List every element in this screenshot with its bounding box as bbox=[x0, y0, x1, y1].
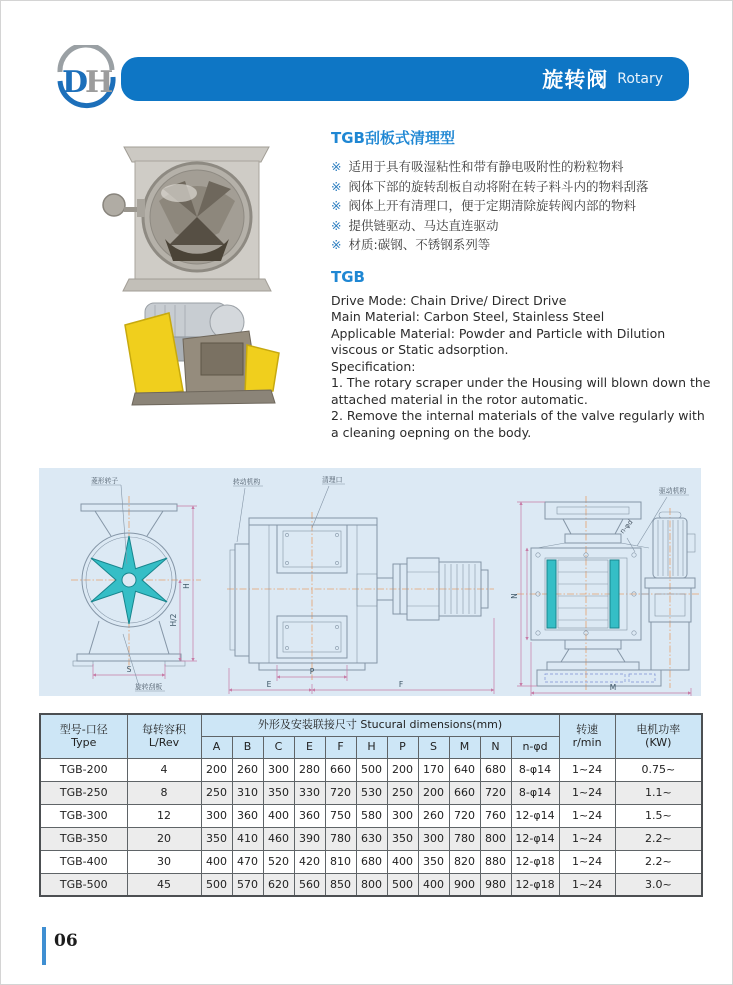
cell-value: 260 bbox=[232, 758, 263, 781]
col-header-dim: A bbox=[201, 736, 232, 758]
cell-value: 400 bbox=[263, 804, 294, 827]
dim-label-h: H bbox=[182, 583, 191, 589]
dim-label-f: F bbox=[398, 680, 404, 689]
col-header-volume-en: L/Rev bbox=[148, 736, 180, 750]
dim-label-p: P bbox=[309, 667, 315, 676]
cell-value: 500 bbox=[387, 873, 418, 896]
cell-model: TGB-200 bbox=[40, 758, 127, 781]
cell-value: 880 bbox=[480, 850, 511, 873]
cell-value: 660 bbox=[325, 758, 356, 781]
page-number: 06 bbox=[54, 931, 78, 951]
cell-value: 680 bbox=[356, 850, 387, 873]
cell-value: 980 bbox=[480, 873, 511, 896]
bullet-mark: ※ bbox=[331, 159, 342, 174]
header-banner bbox=[121, 57, 689, 101]
cell-value: 12 bbox=[127, 804, 201, 827]
cell-value: 350 bbox=[387, 827, 418, 850]
cell-value: 170 bbox=[418, 758, 449, 781]
cell-value: 400 bbox=[201, 850, 232, 873]
table-row bbox=[40, 781, 702, 804]
list-item bbox=[331, 235, 715, 255]
cell-value: 2.2~ bbox=[615, 850, 702, 873]
col-header-power-cn: 电机功率 bbox=[636, 722, 681, 736]
cell-value: 8 bbox=[127, 781, 201, 804]
cell-value: 1~24 bbox=[559, 873, 615, 896]
cell-value: 410 bbox=[232, 827, 263, 850]
col-header-power bbox=[615, 714, 702, 758]
cell-value: 350 bbox=[201, 827, 232, 850]
cell-value: 660 bbox=[449, 781, 480, 804]
cell-model: TGB-500 bbox=[40, 873, 127, 896]
cell-value: 12-φ14 bbox=[511, 827, 559, 850]
table-row bbox=[40, 758, 702, 781]
cell-value: 810 bbox=[325, 850, 356, 873]
cell-value: 360 bbox=[294, 804, 325, 827]
cell-value: 1~24 bbox=[559, 850, 615, 873]
cell-value: 350 bbox=[418, 850, 449, 873]
spec-line: Specification: bbox=[331, 358, 416, 374]
callout-scraper: 旋转刮板 bbox=[135, 683, 163, 691]
cell-model: TGB-250 bbox=[40, 781, 127, 804]
cell-value: 560 bbox=[294, 873, 325, 896]
cell-value: 630 bbox=[356, 827, 387, 850]
cell-value: 780 bbox=[449, 827, 480, 850]
cell-model: TGB-300 bbox=[40, 804, 127, 827]
cell-value: 720 bbox=[325, 781, 356, 804]
cell-value: 1.5~ bbox=[615, 804, 702, 827]
feature-text: 材质:碳钢、不锈钢系列等 bbox=[348, 237, 491, 252]
cell-value: 400 bbox=[387, 850, 418, 873]
col-header-speed-en: r/min bbox=[572, 736, 602, 750]
cell-value: 45 bbox=[127, 873, 201, 896]
side-view-drawing bbox=[227, 475, 494, 694]
cell-value: 310 bbox=[232, 781, 263, 804]
feature-text: 阀体上开有清理口，便于定期清除旋转阀内部的物料 bbox=[348, 198, 636, 213]
cell-value: 20 bbox=[127, 827, 201, 850]
cell-value: 680 bbox=[480, 758, 511, 781]
cell-value: 8-φ14 bbox=[511, 781, 559, 804]
table-row bbox=[40, 873, 702, 896]
cell-value: 800 bbox=[356, 873, 387, 896]
cell-value: 300 bbox=[418, 827, 449, 850]
logo-letter-h: H bbox=[85, 65, 114, 100]
callout-drive-unit: 驱动机构 bbox=[659, 487, 687, 495]
cell-value: 360 bbox=[232, 804, 263, 827]
callout-cleaning-port: 清理口 bbox=[322, 476, 343, 484]
cell-model: TGB-350 bbox=[40, 827, 127, 850]
callout-drive-mechanism: 转动机构 bbox=[233, 478, 261, 486]
bullet-mark: ※ bbox=[331, 237, 342, 252]
cell-value: 280 bbox=[294, 758, 325, 781]
col-header-dim: M bbox=[449, 736, 480, 758]
bullet-mark: ※ bbox=[331, 178, 342, 194]
cell-value: 500 bbox=[356, 758, 387, 781]
col-header-speed bbox=[559, 714, 615, 758]
bullet-mark: ※ bbox=[331, 217, 342, 233]
cell-value: 4 bbox=[127, 758, 201, 781]
spec-line: 1. The rotary scraper under the Housing will blown down the attached material in the rotor automatic. bbox=[331, 375, 711, 407]
col-header-type-en: Type bbox=[71, 736, 97, 750]
technical-drawing-panel bbox=[39, 468, 701, 696]
col-header-dim: B bbox=[232, 736, 263, 758]
cell-value: 530 bbox=[356, 781, 387, 804]
col-header-type-cn: 型号-口径 bbox=[59, 722, 108, 736]
dim-label-s: S bbox=[126, 665, 132, 674]
col-header-dim: F bbox=[325, 736, 356, 758]
col-header-dim: E bbox=[294, 736, 325, 758]
col-header-type bbox=[40, 714, 127, 758]
cell-value: 900 bbox=[449, 873, 480, 896]
dim-label-bolt-circle: n-φd bbox=[618, 518, 635, 536]
dh-logo-graphic bbox=[51, 45, 121, 109]
spec-line: 2. Remove the internal materials of the valve regularly with a cleaning oepning on the body. bbox=[331, 408, 705, 440]
table-header bbox=[40, 714, 702, 758]
table-row bbox=[40, 850, 702, 873]
col-header-volume-cn: 每转容积 bbox=[142, 722, 186, 736]
list-item bbox=[331, 157, 715, 177]
col-header-dim: C bbox=[263, 736, 294, 758]
end-view-drawing bbox=[510, 486, 699, 696]
product-photo-open-valve bbox=[99, 141, 295, 293]
list-item bbox=[331, 177, 715, 197]
col-header-dim: P bbox=[387, 736, 418, 758]
list-item bbox=[331, 216, 715, 236]
callout-rotor: 菱形转子 bbox=[91, 477, 119, 485]
cell-value: 720 bbox=[480, 781, 511, 804]
cell-value: 1~24 bbox=[559, 781, 615, 804]
cell-value: 750 bbox=[325, 804, 356, 827]
cell-value: 300 bbox=[263, 758, 294, 781]
front-view-drawing bbox=[71, 476, 201, 691]
col-header-volume bbox=[127, 714, 201, 758]
cell-value: 3.0~ bbox=[615, 873, 702, 896]
col-header-power-en: (KW) bbox=[645, 736, 672, 750]
cell-value: 250 bbox=[201, 781, 232, 804]
cell-value: 570 bbox=[232, 873, 263, 896]
spec-line: Drive Mode: Chain Drive/ Direct Drive bbox=[331, 292, 567, 308]
cell-value: 0.75~ bbox=[615, 758, 702, 781]
cell-value: 1~24 bbox=[559, 758, 615, 781]
feature-text: 阀体下部的旋转刮板自动将附在转子料斗内的物料刮落 bbox=[348, 178, 649, 194]
dim-label-h2: H/2 bbox=[169, 613, 178, 627]
spec-column bbox=[331, 127, 715, 441]
col-header-dim: N bbox=[480, 736, 511, 758]
bullet-mark: ※ bbox=[331, 198, 342, 213]
col-header-speed-cn: 转速 bbox=[576, 722, 599, 736]
col-header-dim: S bbox=[418, 736, 449, 758]
cell-value: 390 bbox=[294, 827, 325, 850]
cell-value: 850 bbox=[325, 873, 356, 896]
cell-value: 500 bbox=[201, 873, 232, 896]
cell-value: 520 bbox=[263, 850, 294, 873]
cell-value: 350 bbox=[263, 781, 294, 804]
cell-value: 200 bbox=[418, 781, 449, 804]
cell-value: 620 bbox=[263, 873, 294, 896]
col-header-dim: n-φd bbox=[511, 736, 559, 758]
cell-value: 760 bbox=[480, 804, 511, 827]
feature-text: 适用于具有吸湿粘性和带有静电吸附性的粉粒物料 bbox=[348, 159, 624, 174]
logo-letter-d: D bbox=[62, 65, 89, 100]
cell-model: TGB-400 bbox=[40, 850, 127, 873]
list-item bbox=[331, 196, 715, 216]
table-body bbox=[40, 758, 702, 896]
spec-line: Main Material: Carbon Steel, Stainless Steel bbox=[331, 309, 605, 324]
cell-value: 330 bbox=[294, 781, 325, 804]
cell-value: 800 bbox=[480, 827, 511, 850]
cell-value: 200 bbox=[387, 758, 418, 781]
feature-list bbox=[331, 157, 715, 255]
cell-value: 260 bbox=[418, 804, 449, 827]
dimensions-table bbox=[39, 713, 703, 897]
cell-value: 1~24 bbox=[559, 804, 615, 827]
cell-value: 250 bbox=[387, 781, 418, 804]
cell-value: 8-φ14 bbox=[511, 758, 559, 781]
cell-value: 780 bbox=[325, 827, 356, 850]
cell-value: 1~24 bbox=[559, 827, 615, 850]
col-header-dimensions: 外形及安装联接尺寸 Stucural dimensions(mm) bbox=[201, 714, 559, 736]
cell-value: 12-φ18 bbox=[511, 850, 559, 873]
col-header-dim: H bbox=[356, 736, 387, 758]
product-photo-motor-valve bbox=[107, 295, 293, 413]
cell-value: 1.1~ bbox=[615, 781, 702, 804]
cell-value: 300 bbox=[201, 804, 232, 827]
page-number-bar bbox=[42, 927, 46, 965]
table-row bbox=[40, 804, 702, 827]
feature-text: 提供链驱动、马达直连驱动 bbox=[348, 217, 499, 233]
spec-line: Applicable Material: Powder and Particle with Dilution viscous or Static adsorption. bbox=[331, 325, 666, 357]
model-title: TGB bbox=[331, 267, 365, 286]
dh-logo bbox=[51, 45, 121, 109]
table-row bbox=[40, 827, 702, 850]
cell-value: 420 bbox=[294, 850, 325, 873]
cell-value: 30 bbox=[127, 850, 201, 873]
cell-value: 580 bbox=[356, 804, 387, 827]
cell-value: 640 bbox=[449, 758, 480, 781]
spec-lines bbox=[331, 293, 715, 442]
cell-value: 12-φ18 bbox=[511, 873, 559, 896]
dim-label-e: E bbox=[266, 680, 272, 689]
section-title-cn: TGB刮板式清理型 bbox=[331, 129, 455, 147]
banner-title-en: Rotary bbox=[617, 71, 663, 87]
cell-value: 400 bbox=[418, 873, 449, 896]
dim-label-m: M bbox=[609, 683, 617, 692]
cell-value: 2.2~ bbox=[615, 827, 702, 850]
dim-label-n: N bbox=[510, 593, 519, 599]
cell-value: 820 bbox=[449, 850, 480, 873]
cell-value: 470 bbox=[232, 850, 263, 873]
cell-value: 200 bbox=[201, 758, 232, 781]
banner-title-cn: 旋转阀 bbox=[542, 68, 609, 92]
cell-value: 300 bbox=[387, 804, 418, 827]
cell-value: 12-φ14 bbox=[511, 804, 559, 827]
cell-value: 720 bbox=[449, 804, 480, 827]
cell-value: 460 bbox=[263, 827, 294, 850]
